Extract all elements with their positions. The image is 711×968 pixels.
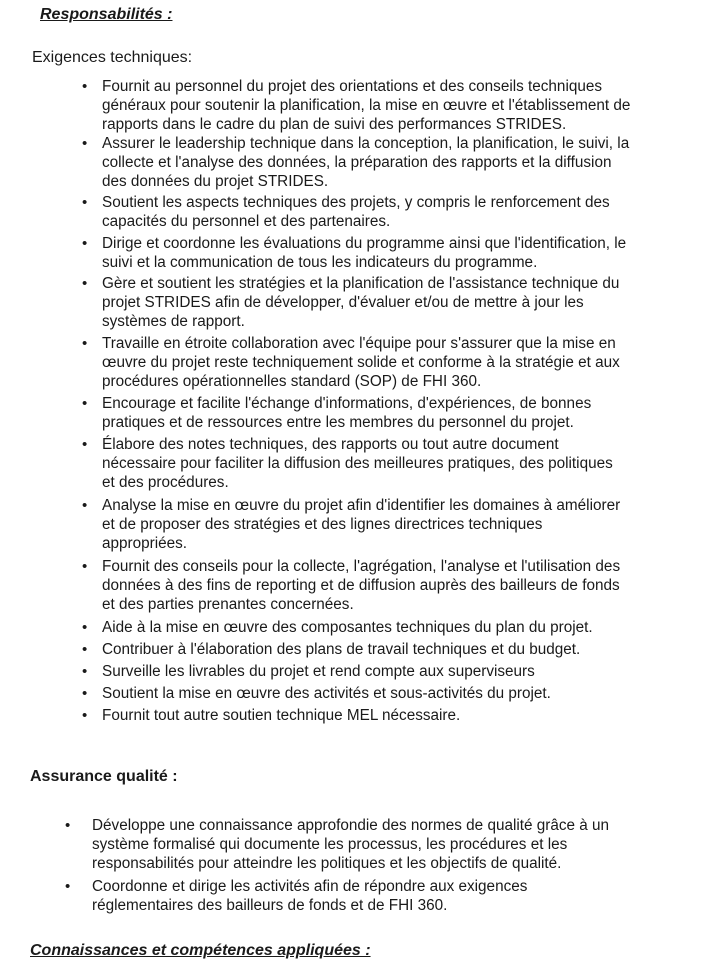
list-item-line: réglementaires des bailleurs de fonds et de FHI 360.	[92, 897, 448, 914]
list-item	[0, 877, 711, 915]
list-item-line: rapports dans le cadre du plan de suivi des performances STRIDES.	[102, 116, 567, 133]
bullet-icon: •	[82, 663, 88, 680]
list-item-line: suivi et la communication de tous les indicateurs du programme.	[102, 254, 538, 271]
list-item	[0, 557, 711, 614]
list-item-line: Soutient la mise en œuvre des activités et sous-activités du projet.	[102, 685, 551, 702]
list-item-line: Soutient les aspects techniques des projets, y compris le renforcement des	[102, 194, 610, 211]
list-item-line: des données du projet STRIDES.	[102, 173, 329, 190]
list-item	[0, 274, 711, 331]
bullet-icon: •	[82, 685, 88, 702]
list-item-line: Analyse la mise en œuvre du projet afin d'identifier les domaines à améliorer	[102, 497, 621, 514]
list-item	[0, 618, 711, 637]
bullet-icon: •	[82, 641, 88, 658]
list-item-line: données à des fins de reporting et de diffusion auprès des bailleurs de fonds	[102, 577, 620, 594]
bullet-icon: •	[65, 878, 71, 895]
bullet-icon: •	[82, 194, 88, 211]
bullet-icon: •	[82, 707, 88, 724]
list-item	[0, 134, 711, 191]
list-item-line: Encourage et facilite l'échange d'informations, d'expériences, de bonnes	[102, 395, 592, 412]
list-item	[0, 662, 711, 681]
list-item-line: système formalisé qui documente les processus, les procédures et les	[92, 836, 568, 853]
list-item	[0, 684, 711, 703]
list-item-line: responsabilités pour atteindre les politiques et les objectifs de qualité.	[92, 855, 562, 872]
list-item-line: appropriées.	[102, 535, 188, 552]
list-item-line: et de proposer des stratégies et des lignes directrices techniques	[102, 516, 543, 533]
bullet-icon: •	[65, 817, 71, 834]
list-item-line: Surveille les livrables du projet et rend compte aux superviseurs	[102, 663, 535, 680]
list-item-line: pratiques et de ressources entre les membres du personnel du projet.	[102, 414, 574, 431]
list-item	[0, 435, 711, 492]
list-item	[0, 394, 711, 432]
bullet-icon: •	[82, 335, 88, 352]
list-item-line: Élabore des notes techniques, des rapports ou tout autre document	[102, 436, 559, 453]
list-item-line: nécessaire pour faciliter la diffusion des meilleures pratiques, des politiques	[102, 455, 613, 472]
section-heading-connaissances: Connaissances et compétences appliquées :	[30, 942, 371, 959]
bullet-icon: •	[82, 619, 88, 636]
bullet-icon: •	[82, 78, 88, 95]
list-item	[0, 640, 711, 659]
list-item-line: projet STRIDES afin de développer, d'évaluer et/ou de mettre à jour les	[102, 294, 584, 311]
list-item-line: Fournit tout autre soutien technique MEL nécessaire.	[102, 707, 461, 724]
list-item	[0, 193, 711, 231]
list-item	[0, 496, 711, 553]
technical-requirements-list	[0, 77, 711, 725]
list-item-line: Travaille en étroite collaboration avec l'équipe pour s'assurer que la mise en	[102, 335, 616, 352]
list-item	[0, 816, 711, 873]
section-heading-responsabilites: Responsabilités :	[40, 6, 173, 23]
list-item-line: Fournit des conseils pour la collecte, l'agrégation, l'analyse et l'utilisation des	[102, 558, 621, 575]
list-item-line: œuvre du projet reste techniquement solide et conforme à la stratégie et aux	[102, 354, 620, 371]
subheading-exigences-techniques: Exigences techniques:	[32, 49, 193, 66]
list-item-line: et des procédures.	[102, 474, 229, 491]
section-heading-assurance-qualite: Assurance qualité :	[30, 768, 178, 785]
quality-assurance-list	[0, 816, 711, 915]
list-item-line: Contribuer à l'élaboration des plans de travail techniques et du budget.	[102, 641, 581, 658]
bullet-icon: •	[82, 436, 88, 453]
bullet-icon: •	[82, 558, 88, 575]
list-item-line: Dirige et coordonne les évaluations du programme ainsi que l'identification, le	[102, 235, 627, 252]
bullet-icon: •	[82, 235, 88, 252]
list-item	[0, 234, 711, 272]
list-item-line: Coordonne et dirige les activités afin de répondre aux exigences	[92, 878, 528, 895]
list-item-line: procédures opérationnelles standard (SOP) de FHI 360.	[102, 373, 482, 390]
list-item-line: Assurer le leadership technique dans la conception, la planification, le suivi, la	[102, 135, 630, 152]
list-item-line: systèmes de rapport.	[102, 313, 245, 330]
list-item-line: Développe une connaissance approfondie des normes de qualité grâce à un	[92, 817, 610, 834]
bullet-icon: •	[82, 497, 88, 514]
list-item-line: Gère et soutient les stratégies et la planification de l'assistance technique du	[102, 275, 620, 292]
bullet-icon: •	[82, 395, 88, 412]
list-item-line: collecte et l'analyse des données, la préparation des rapports et la diffusion	[102, 154, 612, 171]
bullet-icon: •	[82, 275, 88, 292]
list-item	[0, 77, 711, 134]
list-item	[0, 334, 711, 391]
list-item-line: capacités du personnel et des partenaires.	[102, 213, 391, 230]
list-item-line: Aide à la mise en œuvre des composantes techniques du plan du projet.	[102, 619, 593, 636]
list-item	[0, 706, 711, 725]
bullet-icon: •	[82, 135, 88, 152]
list-item-line: généraux pour soutenir la planification, la mise en œuvre et l'établissement de	[102, 97, 631, 114]
list-item-line: et des parties prenantes concernées.	[102, 596, 354, 613]
list-item-line: Fournit au personnel du projet des orientations et des conseils techniques	[102, 78, 603, 95]
